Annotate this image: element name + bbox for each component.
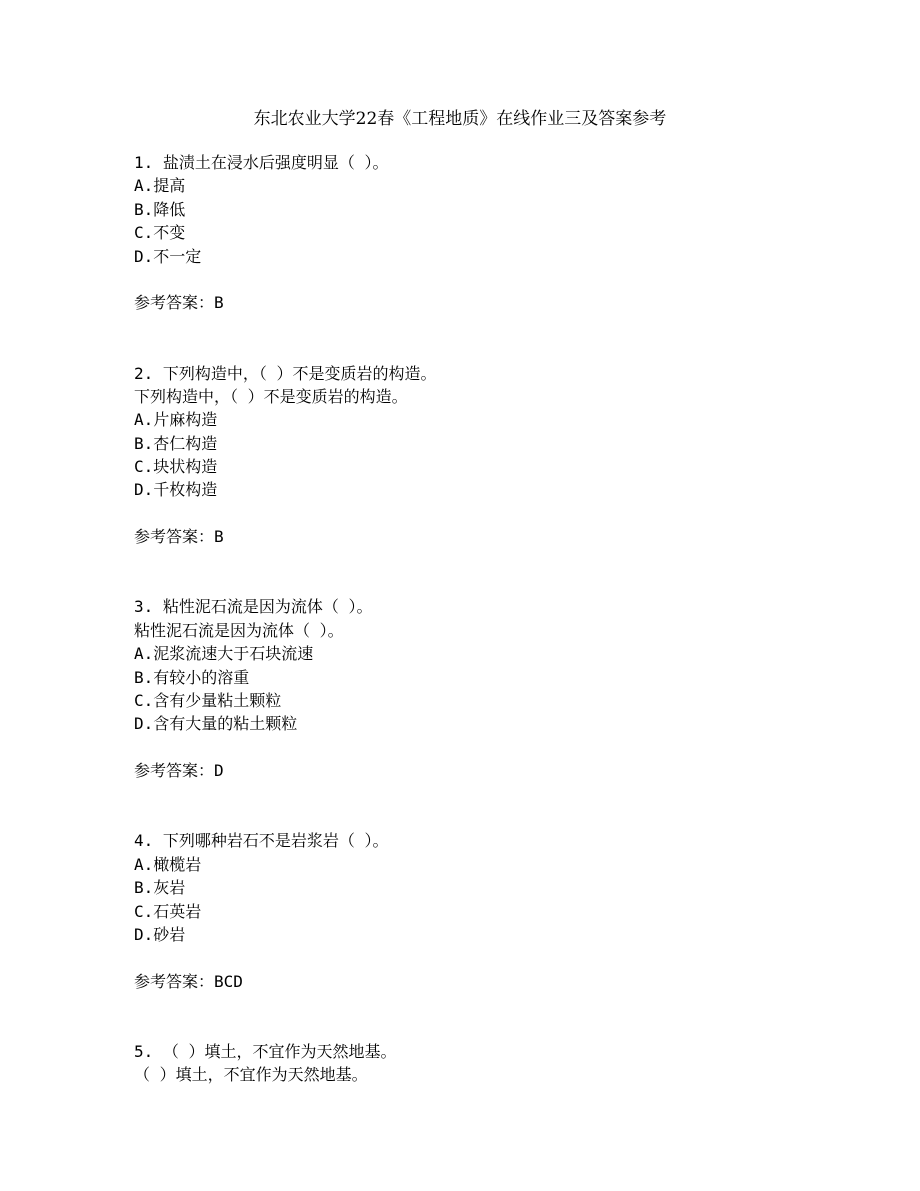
option-d: D.不一定 [134,246,202,266]
answer-value: B [214,293,224,313]
option-d: D.千枚构造 [134,480,218,500]
question-number: 2. [134,363,154,383]
question-3 [134,595,834,782]
question-stem [134,829,834,852]
question-text-repeat: 粘性泥石流是因为流体（ ）。 [134,620,344,640]
question-stem [134,1040,834,1063]
option-d: D.含有大量的粘土颗粒 [134,714,298,734]
answer-label: 参考答案： [134,971,215,991]
question-number: 1. [134,153,154,172]
reference-answer [134,759,834,782]
question-5 [134,1040,834,1087]
question-1 [134,151,834,315]
question-text: 下列构造中，（ ）不是变质岩的构造。 [162,363,437,383]
question-stem [134,595,834,618]
option-a: A.提高 [134,176,186,196]
question-2 [134,362,834,549]
answer-label: 参考答案： [134,527,215,547]
reference-answer [134,525,834,548]
question-stem [134,151,834,174]
option-a: A.橄榄岩 [134,854,202,874]
question-text-repeat: 下列构造中，（ ）不是变质岩的构造。 [134,386,408,406]
option-a: A.片麻构造 [134,410,218,430]
question-stem [134,362,834,385]
question-text-repeat: （ ）填土，不宜作为天然地基。 [134,1065,368,1085]
answer-value: B [214,527,224,547]
option-b: B.灰岩 [134,878,186,898]
reference-answer [134,291,834,314]
question-list [134,151,834,1087]
option-c: C.块状构造 [134,457,218,477]
question-text: 盐渍土在浸水后强度明显（ ）。 [162,153,389,172]
document-title: 东北农业大学22春《工程地质》在线作业三及答案参考 [253,109,667,129]
question-number: 3. [134,597,154,617]
option-c: C.含有少量粘土颗粒 [134,691,282,711]
question-number: 5. [134,1041,154,1061]
question-text: 粘性泥石流是因为流体（ ）。 [162,597,373,617]
answer-value: D [214,761,224,781]
option-b: B.降低 [134,199,186,219]
answer-value: BCD [214,971,243,991]
reference-answer [134,970,834,993]
option-c: C.石英岩 [134,901,202,921]
question-text: 下列哪种岩石不是岩浆岩（ ）。 [162,831,389,851]
option-b: B.杏仁构造 [134,433,218,453]
question-number: 4. [134,831,154,851]
option-b: B.有较小的溶重 [134,667,250,687]
answer-label: 参考答案： [134,761,215,781]
option-c: C.不变 [134,223,186,243]
answer-label: 参考答案： [134,293,215,313]
question-4 [134,829,834,993]
question-text: （ ）填土，不宜作为天然地基。 [162,1041,397,1061]
option-a: A.泥浆流速大于石块流速 [134,644,314,664]
option-d: D.砂岩 [134,924,186,944]
